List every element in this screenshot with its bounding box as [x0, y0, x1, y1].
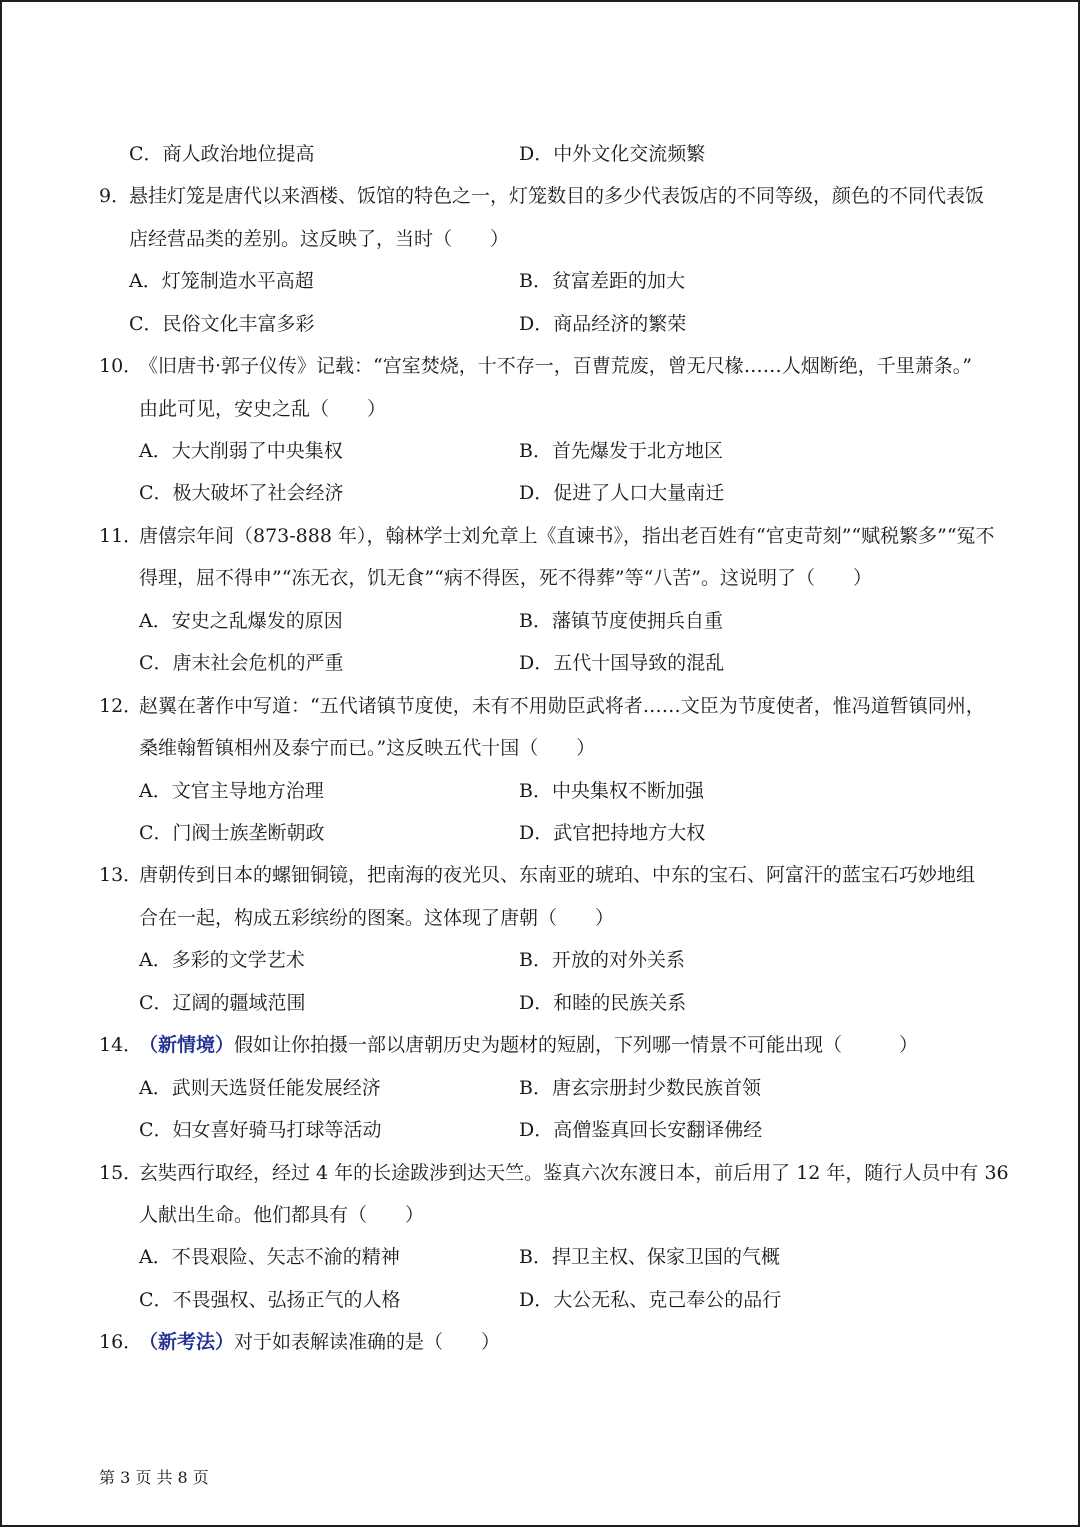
q11-option-d: D．五代十国导致的混乱 [519, 652, 725, 674]
q15-stem-text2: 人献出生命。他们都具有（ ） [139, 1204, 425, 1226]
q11-stem-text1: 唐僖宗年间（873-888 年），翰林学士刘允章上《直谏书》，指出老百姓有“官吏苛刻”“赋税繁多”“冤不 [139, 525, 995, 547]
q9-number: 9． [99, 185, 131, 207]
q16-number: 16． [99, 1331, 143, 1353]
q13-stem-text2: 合在一起，构成五彩缤纷的图案。这体现了唐朝（ ） [139, 907, 615, 929]
q10-stem-text2: 由此可见，安史之乱（ ） [139, 398, 387, 420]
q14-option-b: B．唐玄宗册封少数民族首领 [519, 1077, 761, 1099]
q8-option-c: C．商人政治地位提高 [129, 143, 315, 165]
q13-option-a: A．多彩的文学艺术 [139, 949, 305, 971]
q13-stem-text1: 唐朝传到日本的螺钿铜镜，把南海的夜光贝、东南亚的琥珀、中东的宝石、阿富汗的蓝宝石巧妙地组 [139, 864, 976, 886]
q16-stem-text1: 对于如表解读准确的是（ ） [234, 1331, 501, 1353]
q12-option-a: A．文官主导地方治理 [139, 780, 324, 802]
q12-option-d: D．武官把持地方大权 [519, 822, 706, 844]
q16-new-method-tag: （新考法） [139, 1331, 235, 1353]
q14-new-context-tag: （新情境） [139, 1034, 235, 1056]
q8-option-d: D．中外文化交流频繁 [519, 143, 706, 165]
page-number-footer: 第 3 页 共 8 页 [99, 1468, 209, 1487]
q12-stem-text2: 桑维翰暂镇相州及泰宁而已。”这反映五代十国（ ） [139, 737, 596, 759]
q11-stem-text2: 得理，屈不得申”“冻无衣，饥无食”“病不得医，死不得葬”等“八苦”。这说明了（ ） [139, 567, 872, 589]
q14-option-d: D．高僧鉴真回长安翻译佛经 [519, 1119, 763, 1141]
q14-option-c: C．妇女喜好骑马打球等活动 [139, 1119, 382, 1141]
q12-stem-text1: 赵翼在著作中写道：“五代诸镇节度使，未有不用勋臣武将者……文臣为节度使者，惟冯道暂镇同州， [139, 695, 985, 717]
q13-number: 13． [99, 864, 143, 886]
q9-option-c: C．民俗文化丰富多彩 [129, 313, 315, 335]
q10-stem-text1: 《旧唐书·郭子仪传》记载：“宫室焚烧，十不存一，百曹荒废，曾无尺椽……人烟断绝，千里萧条。” [139, 355, 972, 377]
q11-option-b: B．藩镇节度使拥兵自重 [519, 610, 723, 632]
q10-option-d: D．促进了人口大量南迁 [519, 482, 725, 504]
q16-stem [139, 1329, 500, 1355]
q9-option-a: A．灯笼制造水平高超 [129, 270, 314, 292]
q15-option-c: C．不畏强权、弘扬正气的人格 [139, 1289, 401, 1311]
q9-option-d: D．商品经济的繁荣 [519, 313, 687, 335]
q11-number: 11． [99, 525, 143, 547]
q9-stem-text1: 悬挂灯笼是唐代以来酒楼、饭馆的特色之一，灯笼数目的多少代表饭店的不同等级，颜色的不同代表饭 [129, 185, 985, 207]
q12-option-c: C．门阀士族垄断朝政 [139, 822, 325, 844]
q14-option-a: A．武则天选贤任能发展经济 [139, 1077, 381, 1099]
q14-stem [139, 1032, 918, 1058]
q14-stem-text1: 假如让你拍摄一部以唐朝历史为题材的短剧，下列哪一情景不可能出现（ ） [234, 1034, 919, 1056]
q15-option-b: B．捍卫主权、保家卫国的气概 [519, 1246, 780, 1268]
q10-option-b: B．首先爆发于北方地区 [519, 440, 723, 462]
q15-option-a: A．不畏艰险、矢志不渝的精神 [139, 1246, 400, 1268]
q12-option-b: B．中央集权不断加强 [519, 780, 704, 802]
q12-number: 12． [99, 695, 143, 717]
q13-option-d: D．和睦的民族关系 [519, 992, 687, 1014]
q15-option-d: D．大公无私、克己奉公的品行 [519, 1289, 782, 1311]
q9-option-b: B．贫富差距的加大 [519, 270, 685, 292]
q14-number: 14． [99, 1034, 143, 1056]
q13-option-c: C．辽阔的疆域范围 [139, 992, 306, 1014]
q11-option-a: A．安史之乱爆发的原因 [139, 610, 343, 632]
q13-option-b: B．开放的对外关系 [519, 949, 685, 971]
q11-option-c: C．唐末社会危机的严重 [139, 652, 344, 674]
q10-number: 10． [99, 355, 143, 377]
q15-number: 15． [99, 1162, 143, 1184]
q10-option-a: A．大大削弱了中央集权 [139, 440, 343, 462]
q15-stem-text1: 玄奘西行取经，经过 4 年的长途跋涉到达天竺。鉴真六次东渡日本，前后用了 12 年，随行人员中有 36 [139, 1162, 1009, 1184]
q10-option-c: C．极大破坏了社会经济 [139, 482, 344, 504]
q9-stem-text2: 店经营品类的差别。这反映了，当时（ ） [129, 228, 510, 250]
